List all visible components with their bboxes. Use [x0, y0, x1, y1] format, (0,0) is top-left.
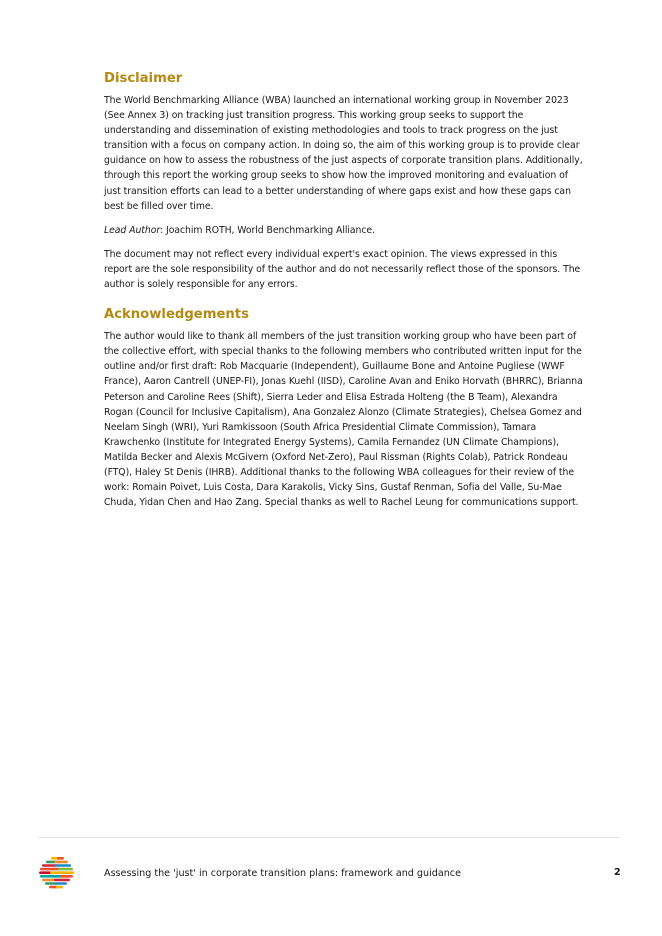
disclaimer-heading: Disclaimer: [104, 71, 183, 86]
acknowledgements-heading: Acknowledgements: [104, 307, 249, 323]
footer-divider: [38, 837, 620, 838]
wba-logo-icon: [39, 856, 75, 892]
lead-author: [104, 223, 584, 238]
lead-author-value: : Joachim ROTH, World Benchmarking Alliance.: [160, 224, 375, 236]
page-content: [104, 70, 584, 519]
footer-document-title: Assessing the 'just' in corporate transition plans: framework and guidance: [104, 868, 461, 879]
lead-author-label: Lead Author: [104, 224, 161, 236]
acknowledgements-body: The author would like to thank all members of the just transition working group who have been part of the collective effort, with special thanks to the following members who contributed written input for the outline and/or first draft: Rob Macquarie (Independent), Guillaume Bone and Antoine Pugliese (WWF France), Aaron Cantrell (UNEP-FI), Jonas Kuehl (IISD), Caroline Avan and Eniko Horvath (BHRRC), Brianna Peterson and Caroline Rees (Shift), Sierra Leder and Elisa Estrada Holteng (the B Team), Alexandra Rogan (Council for Inclusive Capitalism), Ana Gonzalez Alonzo (Climate Strategies), Chelsea Gomez and Neelam Singh (WRI), Yuri Ramkissoon (South Africa Presidential Climate Commission), Tamara Krawchenko (Institute for Integrated Energy Systems), Camila Fernandez (UN Climate Champions), Matilda Becker and Alexis McGivern (Oxford Net-Zero), Paul Rissman (Rights Colab), Patrick Rondeau (FTQ), Haley St Denis (IHRB). Additional thanks to the following WBA colleagues for their review of the work: Romain Poivet, Luis Costa, Dara Karakolis, Vicky Sins, Gustaf Renman, Sofia del Valle, Su-Mae Chuda, Yidan Chen and Hao Zang. Special thanks as well to Rachel Leung for communications support.: [104, 331, 583, 509]
disclaimer-body: The World Benchmarking Alliance (WBA) launched an international working group in November 2023 (See Annex 3) on tracking just transition progress. This working group seeks to support the understanding and dissemination of existing methodologies and tools to track progress on the just transition with a focus on company action. In doing so, the aim of this working group is to provide clear guidance on how to assess the robustness of the just aspects of corporate transition plans. Additionally, through this report the working group seeks to show how the improved monitoring and evaluation of just transition efforts can lead to a better understanding of where gaps exist and how these gaps can best be filled over time.: [104, 95, 583, 212]
page-number: 2: [614, 867, 621, 878]
disclaimer-note: The document may not reflect every individual expert's exact opinion. The views expressed in this report are the sole responsibility of the author and do not necessarily reflect those of the sponsors. The author is solely responsible for any errors.: [104, 248, 581, 291]
